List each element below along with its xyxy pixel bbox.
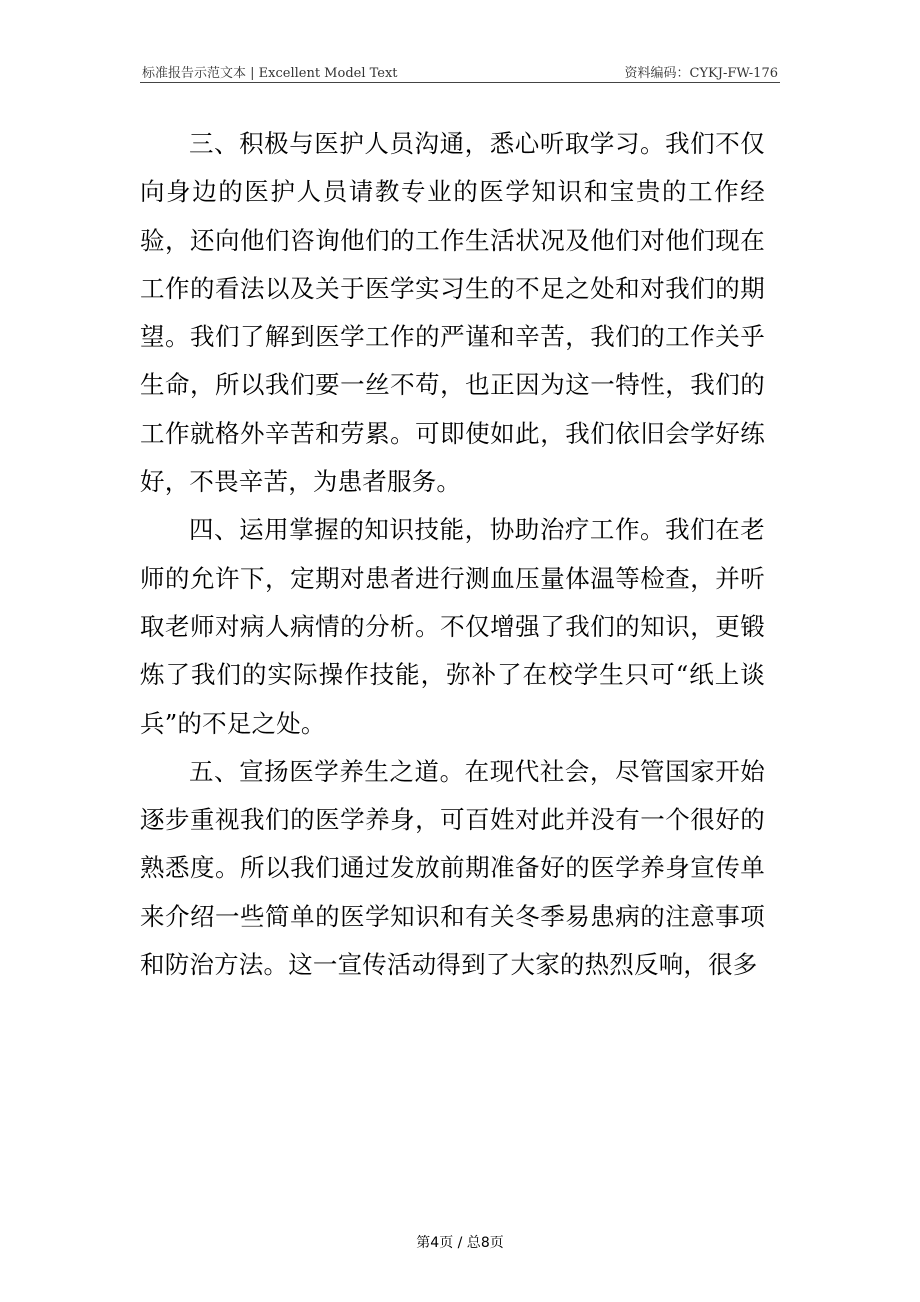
paragraph-5: 五、宣扬医学养生之道。在现代社会，尽管国家开始逐步重视我们的医学养身，可百姓对此并没有一个很好的熟悉度。所以我们通过发放前期准备好的医学养身宣传单来介绍一些简单的医学知识和有关冬季易患病的注意事项和防治方法。这一宣传活动得到了大家的热烈反响，很多 [140,756,765,980]
document-body [140,120,765,989]
paragraph-3: 三、积极与医护人员沟通，悉心听取学习。我们不仅向身边的医护人员请教专业的医学知识和宝贵的工作经验，还向他们咨询他们的工作生活状况及他们对他们现在工作的看法以及关于医学实习生的不足之处和对我们的期望。我们了解到医学工作的严谨和辛苦，我们的工作关乎生命，所以我们要一丝不苟，也正因为这一特性，我们的工作就格外辛苦和劳累。可即使如此，我们依旧会学好练好，不畏辛苦，为患者服务。 [140,129,765,497]
current-page-number: 4 [430,1235,440,1251]
paragraph-4: 四、运用掌握的知识技能，协助治疗工作。我们在老师的允许下，定期对患者进行测血压量体温等检查，并听取老师对病人病情的分析。不仅增强了我们的知识，更锻炼了我们的实际操作技能，弥补了在校学生只可“纸上谈兵”的不足之处。 [140,515,765,738]
footer-prefix: 第 [416,1235,431,1251]
header-title: 标准报告示范文本 | Excellent Model Text [142,66,398,81]
footer-middle: 页 / 总 [439,1235,481,1251]
document-code: 资料编码：CYKJ-FW-176 [624,66,778,81]
page-footer [0,1232,920,1252]
total-page-number: 8 [480,1235,490,1251]
page-header [140,62,780,83]
footer-suffix: 页 [489,1235,504,1251]
